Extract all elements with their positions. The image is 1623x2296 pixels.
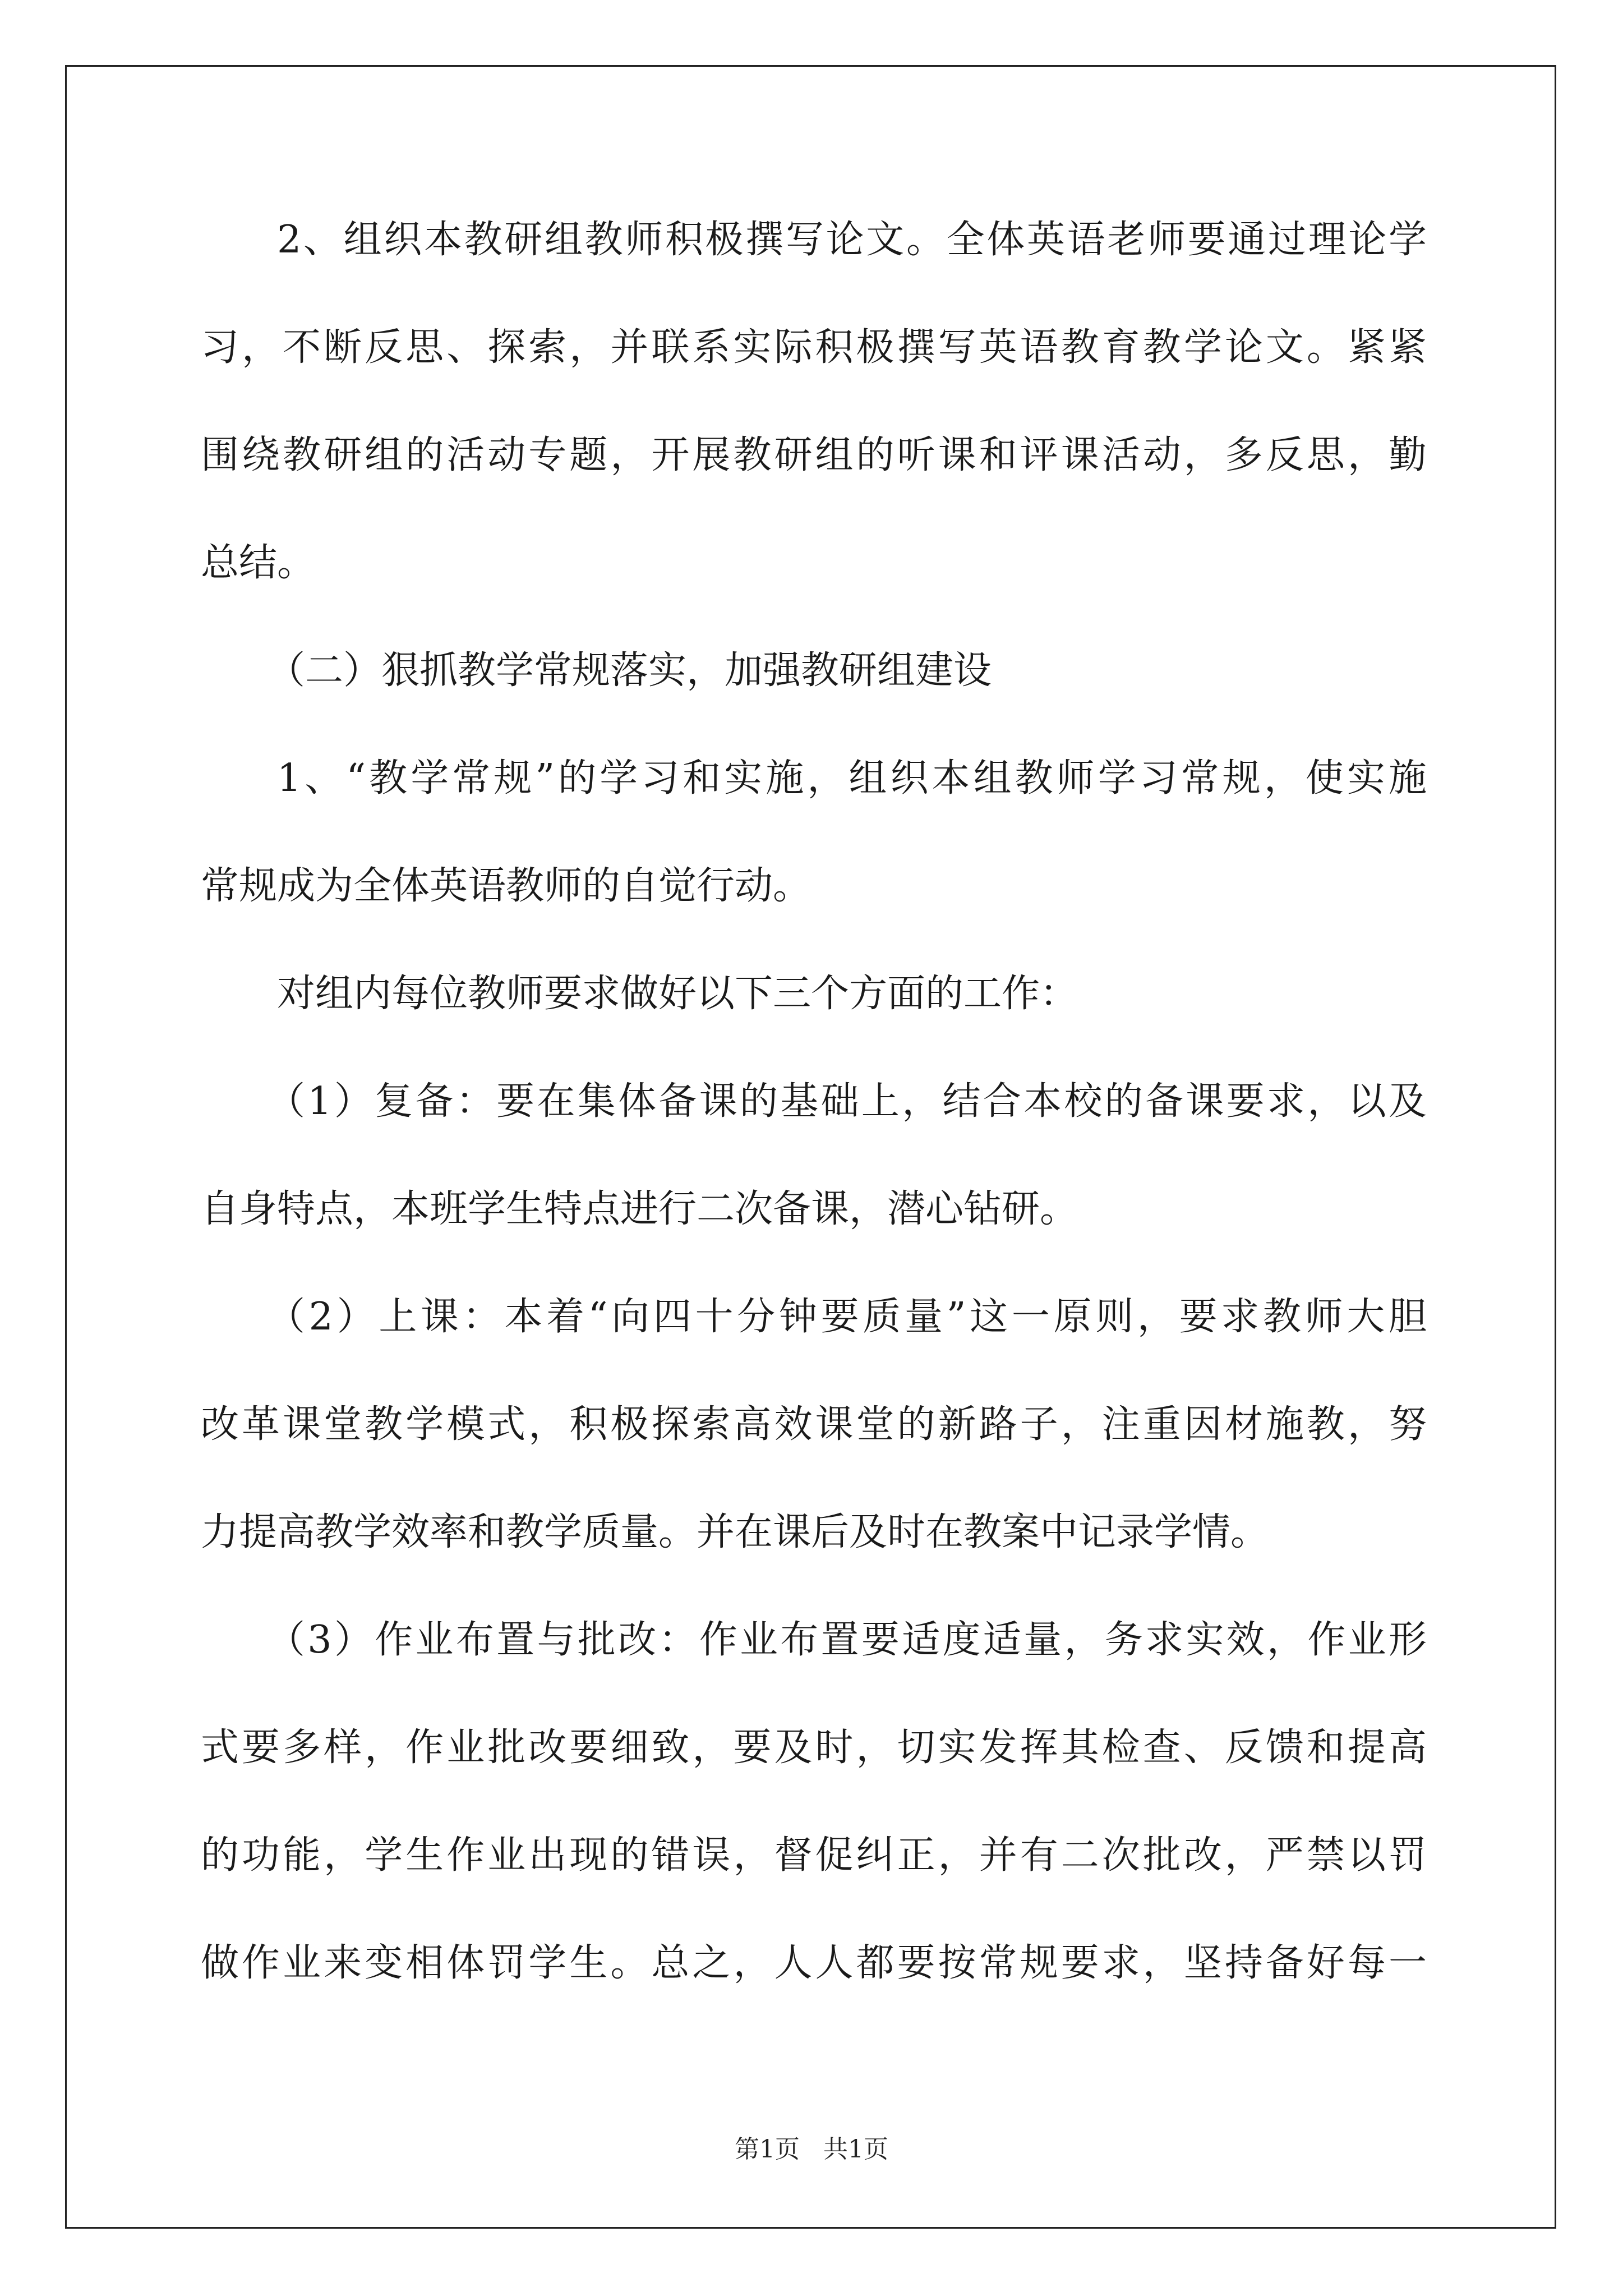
text-line: （3）作业布置与批改：作业布置要适度适量，务求实效，作业形 [267, 1618, 1427, 1662]
text-line: 常规成为全体英语教师的自觉行动。 [201, 864, 811, 908]
text-line: 1、“教学常规”的学习和实施，组织本组教师学习常规，使实施 [277, 756, 1427, 800]
text-line: 的功能，学生作业出现的错误，督促纠正，并有二次批改，严禁以罚 [201, 1833, 1427, 1878]
text-line: 做作业来变相体罚学生。总之，人人都要按常规要求，坚持备好每一 [201, 1941, 1427, 1985]
section-heading: （二）狠抓教学常规落实，加强教研组建设 [267, 648, 992, 693]
text-line: （1）复备：要在集体备课的基础上，结合本校的备课要求，以及 [267, 1079, 1427, 1124]
text-line: 式要多样，作业批改要细致，要及时，切实发挥其检查、反馈和提高 [201, 1726, 1427, 1770]
text-line: 对组内每位教师要求做好以下三个方面的工作： [277, 972, 1078, 1016]
page-border [65, 65, 1556, 2229]
text-line: 力提高教学效率和教学质量。并在课后及时在教案中记录学情。 [201, 1510, 1269, 1554]
text-line: 围绕教研组的活动专题，开展教研组的听课和评课活动，多反思，勤 [201, 433, 1427, 477]
text-line: 习，不断反思、探索，并联系实际积极撰写英语教育教学论文。紧紧 [201, 325, 1427, 370]
text-line: 自身特点，本班学生特点进行二次备课，潜心钻研。 [201, 1187, 1078, 1231]
text-line: 2、组织本教研组教师积极撰写论文。全体英语老师要通过理论学 [277, 218, 1427, 262]
text-line: 改革课堂教学模式，积极探索高效课堂的新路子，注重因材施教，努 [201, 1402, 1427, 1447]
text-line: （2）上课：本着“向四十分钟要质量”这一原则，要求教师大胆 [267, 1295, 1427, 1339]
text-line: 总结。 [201, 541, 316, 585]
page-number: 第1页 共1页 [735, 2135, 888, 2164]
